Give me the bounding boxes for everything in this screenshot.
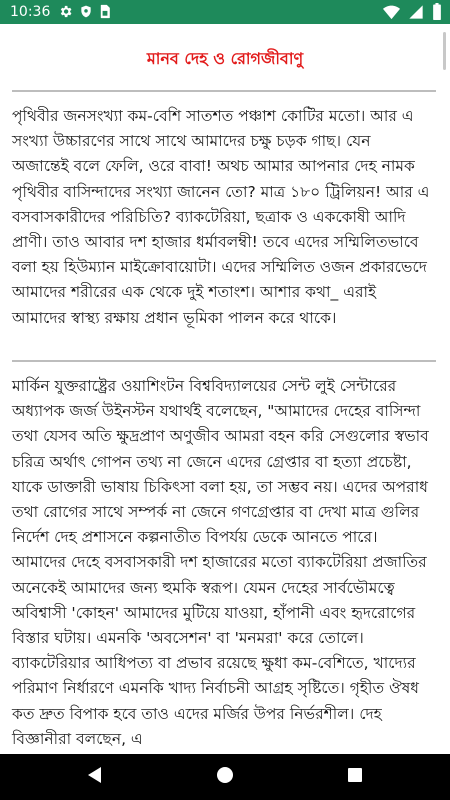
divider	[12, 90, 436, 92]
status-bar	[0, 0, 450, 24]
status-icons-right	[383, 3, 442, 24]
battery-icon	[432, 3, 442, 24]
status-icons-left	[58, 4, 111, 23]
gear-icon	[58, 4, 73, 23]
navigation-bar	[0, 754, 450, 800]
status-time: 10:36	[10, 4, 51, 20]
sim-card-icon	[99, 4, 111, 23]
back-button[interactable]	[70, 754, 120, 800]
wifi-icon	[383, 4, 400, 24]
recents-button[interactable]	[330, 754, 380, 800]
article-view[interactable]	[0, 24, 450, 754]
article-paragraph: মার্কিন যুক্তরাষ্ট্রের ওয়াশিংটন বিশ্ববিদ্যালয়ের সেন্ট লুই সেন্টারের অধ্যাপক জর্জ উইনস্টন যথার্থই বলেছেন, "আমাদের দেহের বাসিন্দা তথা যেসব অতি ক্ষুদ্রপ্রাণ অণুজীব আমরা বহন করি সেগুলোর স্বভাব চরিত্র অর্থাৎ গোপন তথ্য না জেনে এদের গ্রেপ্তার বা হত্যা প্রচেষ্টা, যাকে ডাক্তারী ভাষায় চিকিৎসা বলা হয়, তা সম্ভব নয়। এদের অপরাধ তথা রোগের সাথে সম্পর্ক না জেনে গণগ্রেপ্তার বা দেখা মাত্র গুলির নির্দেশ দেহ প্রশাসনে কল্পনাতীত বিপর্যয় ডেকে আনতে পারে। আমাদের দেহে বসবাসকারী দশ হাজারের মতো ব্যাকটেরিয়া প্রজাতির অনেকেই আমাদের জন্য হুমকি স্বরূপ। যেমন দেহের সার্বভৌমত্বে অবিশ্বাসী 'কোহন' আমাদের মুটিয়ে যাওয়া, হাঁপানী এবং হৃদরোগের বিস্তার ঘটায়। এমনকি 'অবসেশন' বা 'মনমরা' করে তোলে। ব্যাকটেরিয়ার আধিপত্য বা প্রভাব রয়েছে ক্ষুধা কম-বেশিতে, খাদ্যের পরিমাণ নির্ধারণে এমনকি খাদ্য নির্বাচনী আগ্রহ সৃষ্টিতে। গৃহীত ঔষধ কত দ্রুত বিপাক হবে তাও এদের মর্জির উপর নির্ভরশীল। দেহ বিজ্ঞানীরা বলছেন, এ	[12, 377, 429, 748]
shield-icon	[79, 4, 93, 23]
recents-icon	[347, 767, 363, 787]
back-icon	[87, 766, 103, 788]
divider	[12, 360, 436, 362]
article-title: মানব দেহ ও রোগজীবাণু	[146, 49, 304, 68]
scrollbar[interactable]	[443, 32, 446, 70]
article-paragraph: পৃথিবীর জনসংখ্যা কম-বেশি সাতশত পঞ্চাশ কোটির মতো। আর এ সংখ্যা উচ্চারণের সাথে সাথে আমাদের চক্ষু চড়ক গাছ। যেন অজান্তেই বলে ফেলি, ওরে বাবা! অথচ আমার আপনার দেহ নামক পৃথিবীর বাসিন্দাদের সংখ্যা জানেন তো? মাত্র ১৮০ ট্রিলিয়ন! আর এ বসবাসকারীদের পরিচিতি? ব্যাকটেরিয়া, ছত্রাক ও এককোষী আদি প্রাণী। তাও আবার দশ হাজার ধর্মাবলম্বী! তবে এদের সম্মিলিতভাবে বলা হয় হিউম্যান মাইক্রোবায়োটা। এদের সম্মিলিত ওজন প্রকারভেদে আমাদের শরীরের এক থেকে দুই শতাংশ। আশার কথা_ এরাই আমাদের স্বাস্থ্য রক্ষায় প্রধান ভূমিকা পালন করে থাকে।	[12, 107, 430, 327]
home-icon	[216, 766, 234, 788]
signal-icon	[408, 4, 424, 24]
home-button[interactable]	[200, 754, 250, 800]
